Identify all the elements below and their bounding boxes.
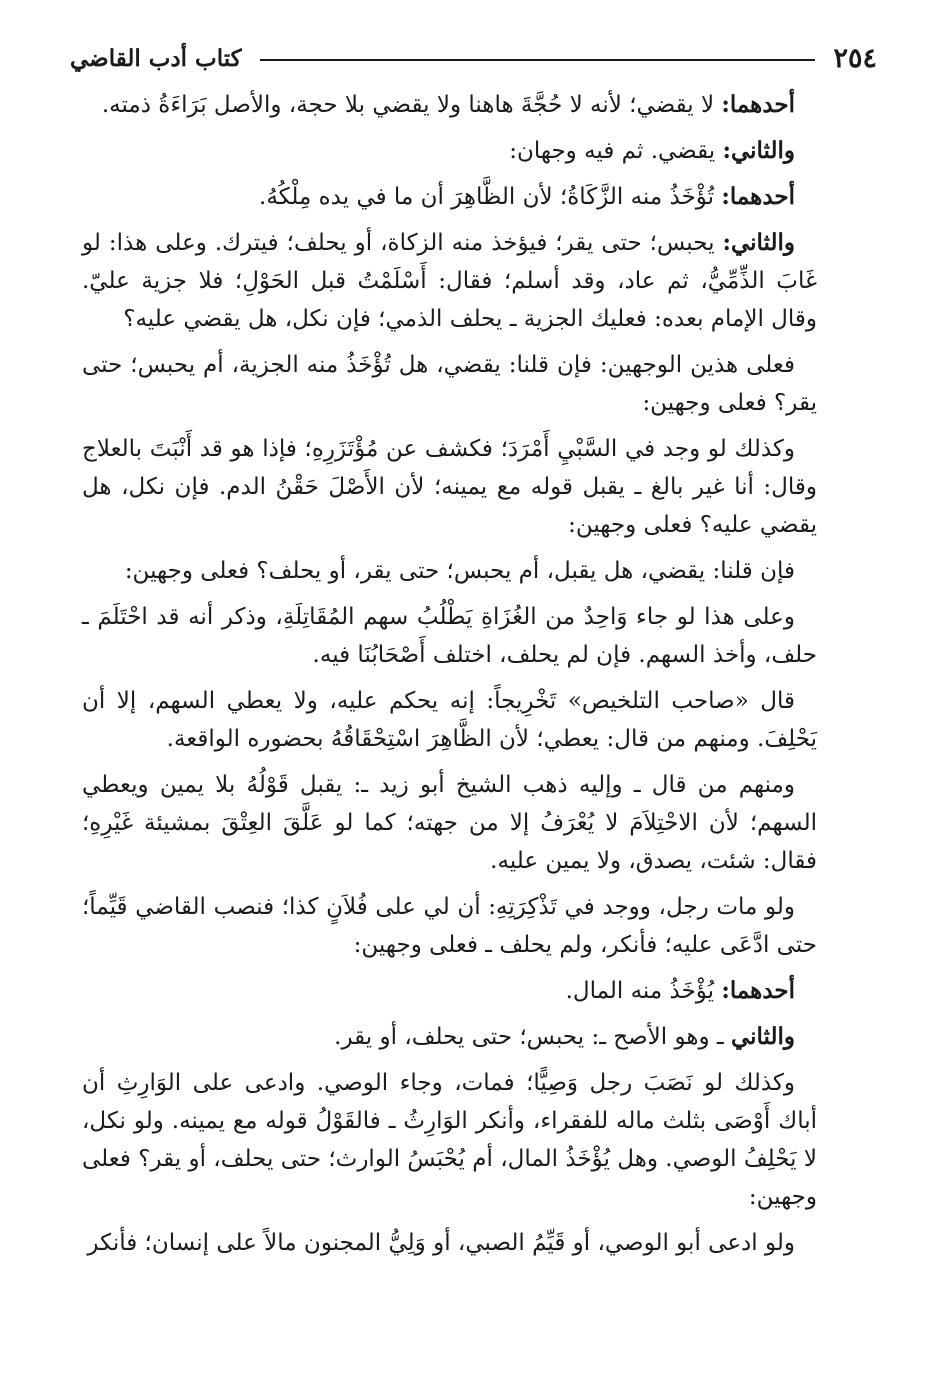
paragraph-text: وكذلك لو نَصَبَ رجل وَصِيًّا؛ فمات، وجاء الوصي. وادعى على الوَارِثِ أن أباك أَوْصَى بثلث ماله للفقراء، وأنكر الوَارِثُ ـ فالقَوْلُ قوله مع يمينه. ولو نكل، لا يَحْلِفُ الوصي. وهل يُؤْخَذُ المال، أم يُحْبَسُ الوارث؛ حتى يحلف، أو يقر؟ فعلى وجهين: bbox=[82, 1070, 817, 1210]
paragraph-lead: والثاني: bbox=[722, 137, 795, 164]
paragraph-text: يقضي. ثم فيه وجهان: bbox=[509, 138, 723, 164]
paragraph bbox=[82, 224, 817, 338]
paragraph bbox=[82, 178, 817, 216]
paragraph-text: فإن قلنا: يقضي، هل يقبل، أم يحبس؛ حتى يقر، أو يحلف؟ فعلى وجهين: bbox=[124, 558, 795, 584]
paragraph bbox=[82, 132, 817, 170]
paragraph bbox=[82, 598, 817, 674]
paragraph bbox=[82, 430, 817, 544]
paragraph-text: ولو ادعى أبو الوصي، أو قَيِّمُ الصبي، أو وَلِيُّ المجنون مالاً على إنسان؛ فأنكر bbox=[87, 1230, 795, 1256]
paragraph-text: فعلى هذين الوجهين: فإن قلنا: يقضي، هل تُؤْخَذُ منه الجزية، أم يحبس؛ حتى يقر؟ فعلى وجهين: bbox=[82, 352, 817, 416]
running-title: كتاب أدب القاضي bbox=[70, 44, 242, 72]
paragraph-text: ـ وهو الأصح ـ: يحبس؛ حتى يحلف، أو يقر. bbox=[334, 1024, 731, 1050]
page-header bbox=[70, 38, 877, 78]
paragraph-lead: والثاني: bbox=[722, 229, 795, 256]
paragraph bbox=[82, 972, 817, 1010]
paragraph-text: وكذلك لو وجد في السَّبْيِ أَمْرَدَ؛ فكشف عن مُؤْتَزَرِهِ؛ فإذا هو قد أَنْبَتَ بالعلاج وقال: أنا غير بالغ ـ يقبل قوله مع يمينه؛ لأن الأَصْلَ حَقْنُ الدم. فإن نكل، هل يقضي عليه؟ فعلى وجهين: bbox=[82, 436, 817, 538]
header-rule bbox=[260, 59, 816, 61]
paragraph-lead: أحدهما: bbox=[721, 183, 795, 210]
paragraph-text: لا يقضي؛ لأنه لا حُجَّةَ هاهنا ولا يقضي بلا حجة، والأصل بَرَاءَةُ ذمته. bbox=[101, 92, 722, 118]
paragraph bbox=[82, 552, 817, 590]
paragraph-text: ومنهم من قال ـ وإليه ذهب الشيخ أبو زيد ـ: يقبل قَوْلُهُ بلا يمين ويعطي السهم؛ لأن الاحْتِلاَمَ لا يُعْرَفُ إلا من جهته؛ كما لو عَلَّقَ العِتْقَ بمشيئة غَيْرِهِ؛ فقال: شئت، يصدق، ولا يمين عليه. bbox=[82, 772, 817, 874]
page-number: ٢٥٤ bbox=[833, 42, 877, 74]
paragraph bbox=[82, 1224, 817, 1262]
paragraph bbox=[82, 346, 817, 422]
paragraph bbox=[82, 1064, 817, 1216]
paragraph-text: وعلى هذا لو جاء وَاحِدٌ من الغُزَاةِ يَطْلُبُ سهم المُقَاتِلَةِ، وذكر أنه قد احْتَلَمَ ـ حلف، وأخذ السهم. فإن لم يحلف، اختلف أَصْحَابُنَا فيه. bbox=[82, 604, 817, 668]
paragraph-lead: أحدهما: bbox=[721, 977, 795, 1004]
paragraph bbox=[82, 1018, 817, 1056]
paragraph bbox=[82, 766, 817, 880]
paragraph-text: قال «صاحب التلخيص» تَخْرِيجاً: إنه يحكم عليه، ولا يعطي السهم، إلا أن يَحْلِفَ. ومنهم من قال: يعطي؛ لأن الظَّاهِرَ اسْتِحْقَاقُهُ بحضوره الواقعة. bbox=[82, 688, 817, 752]
paragraph-text: يحبس؛ حتى يقر؛ فيؤخذ منه الزكاة، أو يحلف؛ فيترك. وعلى هذا: لو غَابَ الذِّمِّيُّ، ثم عاد، وقد أسلم؛ فقال: أَسْلَمْتُ قبل الحَوْلِ؛ فلا جزية عليّ. وقال الإمام بعده: فعليك الجزية ـ يحلف الذمي؛ فإن نكل، هل يقضي عليه؟ bbox=[82, 230, 817, 332]
paragraph bbox=[82, 888, 817, 964]
paragraph-lead: والثاني bbox=[730, 1023, 795, 1050]
paragraph-text: تُؤْخَذُ منه الزَّكَاةُ؛ لأن الظَّاهِرَ أن ما في يده مِلْكُهُ. bbox=[259, 184, 722, 210]
paragraph-lead: أحدهما: bbox=[721, 91, 795, 118]
paragraph-text: يُؤْخَذُ منه المال. bbox=[565, 978, 722, 1004]
paragraph bbox=[82, 682, 817, 758]
page-body bbox=[82, 86, 817, 1262]
paragraph bbox=[82, 86, 817, 124]
paragraph-text: ولو مات رجل، ووجد في تَذْكِرَتِهِ: أن لي على فُلاَنٍ كذا؛ فنصب القاضي قَيِّماً؛ حتى ادَّعَى عليه؛ فأنكر، ولم يحلف ـ فعلى وجهين: bbox=[82, 894, 817, 958]
